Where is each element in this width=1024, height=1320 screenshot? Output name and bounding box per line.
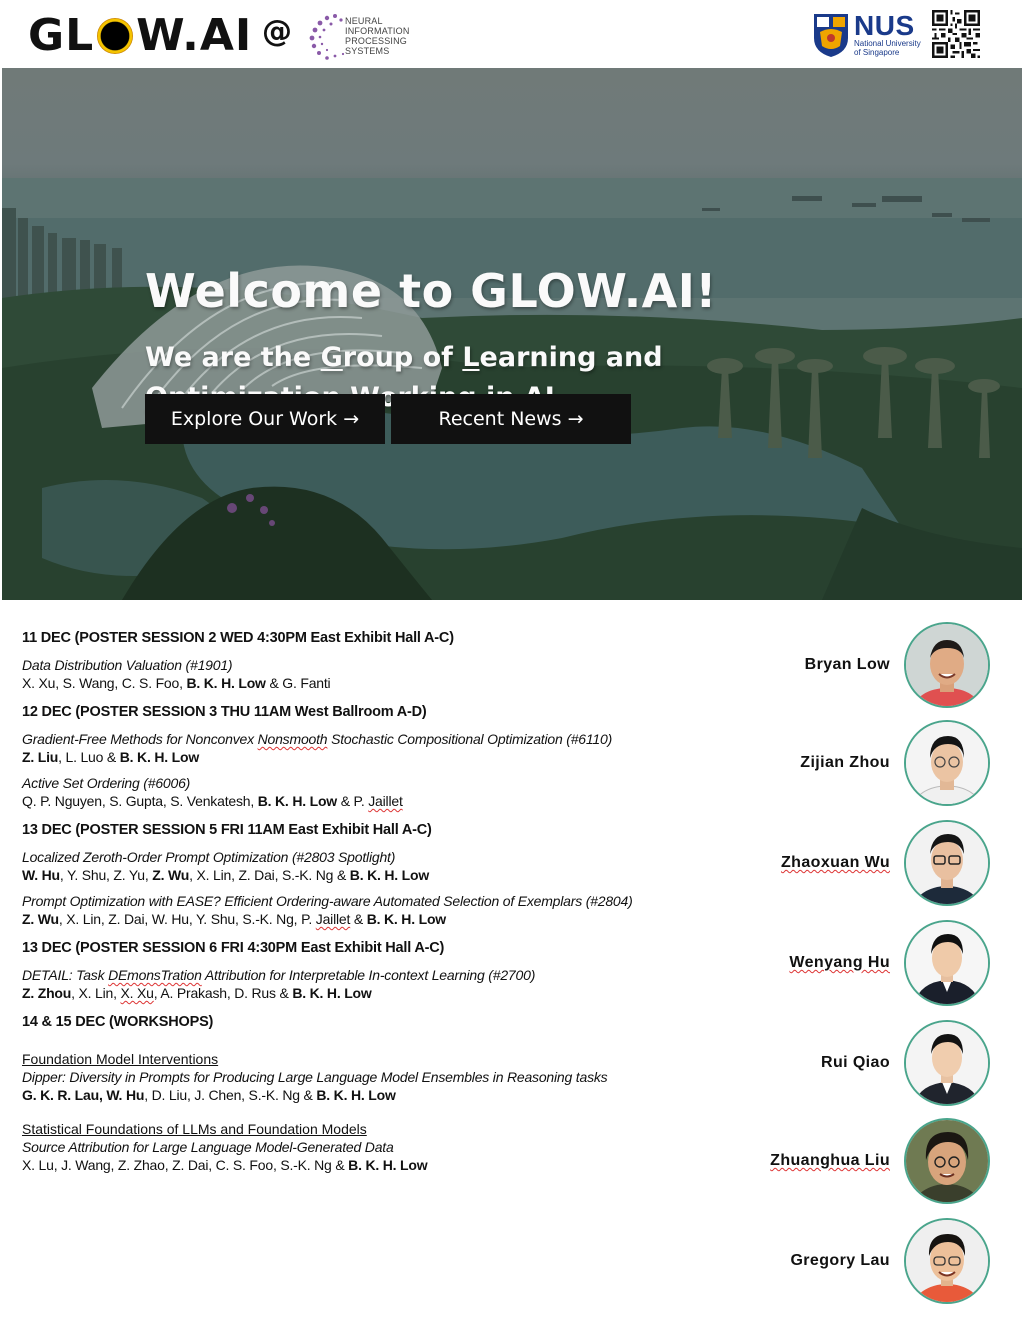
session-header: 13 DEC (POSTER SESSION 6 FRI 4:30PM East Exhibit Hall A-C)	[22, 940, 445, 956]
hero-background-image	[2, 68, 1022, 600]
paper-authors: X. Xu, S. Wang, C. S. Foo, B. K. H. Low & G. Fanti	[22, 675, 331, 691]
paper-authors: W. Hu, Y. Shu, Z. Yu, Z. Wu, X. Lin, Z. Dai, S.-K. Ng & B. K. H. Low	[22, 867, 430, 883]
session-block	[22, 1012, 712, 1174]
hero-subtitle: We are the Group of Learning and	[145, 342, 663, 373]
paper-title: DETAIL: Task DEmonsTration Attribution for Interpretable In-context Learning (#2700)	[22, 967, 536, 983]
paper	[22, 774, 712, 810]
neurips-text: NEURAL INFORMATION PROCESSING SYSTEMS	[345, 16, 410, 56]
person-name-text: Rui Qiao	[821, 1054, 890, 1071]
hero-banner	[2, 68, 1022, 600]
logo-text-right: W.AI	[136, 10, 253, 61]
at-sign: @	[262, 14, 292, 49]
paper-title: Gradient-Free Methods for Nonconvex Nonsmooth Stochastic Compositional Optimization (#6110)	[22, 731, 613, 747]
person-name	[821, 1054, 890, 1072]
paper	[22, 892, 712, 928]
person-name: Zijian Zhou	[800, 754, 890, 771]
paper	[22, 656, 712, 692]
paper-title: Localized Zeroth-Order Prompt Optimization (#2803 Spotlight)	[22, 849, 396, 865]
eclipse-icon	[97, 18, 133, 54]
recent-news-button[interactable]: Recent News →	[391, 394, 631, 444]
nus-logo: NUS National University of Singapore	[812, 10, 922, 60]
person-rui-qiao	[700, 1020, 1000, 1106]
session-block	[22, 820, 712, 928]
poster-sessions	[22, 628, 712, 1184]
session-block	[22, 938, 712, 1002]
hero-title: Welcome to GLOW.AI!	[145, 264, 717, 318]
glow-ai-logo	[28, 8, 252, 64]
avatar	[904, 820, 990, 906]
neurips-logo	[305, 8, 445, 64]
person-name: Wenyang Hu	[789, 954, 890, 971]
avatar	[904, 1118, 990, 1204]
session-header: 11 DEC (POSTER SESSION 2 WED 4:30PM East Exhibit Hall A-C)	[22, 630, 454, 646]
person-name: Zhuanghua Liu	[770, 1152, 890, 1169]
session-block	[22, 628, 712, 692]
paper-title: Prompt Optimization with EASE? Efficient Ordering-aware Automated Selection of Exemplars (#2804)	[22, 893, 633, 909]
avatar	[904, 720, 990, 806]
logo-text-left: GL	[28, 10, 95, 61]
page-header	[0, 0, 1024, 68]
paper-authors: Z. Zhou, X. Lin, X. Xu, A. Prakash, D. Rus & B. K. H. Low	[22, 985, 372, 1001]
paper-authors: Z. Wu, X. Lin, Z. Dai, W. Hu, Y. Shu, S.-K. Ng, P. Jaillet & B. K. H. Low	[22, 911, 446, 927]
workshop-name[interactable]: Foundation Model Interventions	[22, 1051, 219, 1067]
workshop-paper	[22, 1120, 712, 1174]
person-name: Zhaoxuan Wu	[781, 854, 890, 871]
paper-authors: Q. P. Nguyen, S. Gupta, S. Venkatesh, B. K. H. Low & P. Jaillet	[22, 793, 403, 809]
session-block	[22, 702, 712, 810]
person-zhaoxuan-wu	[700, 820, 1000, 906]
paper	[22, 730, 712, 766]
paper-title: Data Distribution Valuation (#1901)	[22, 657, 233, 673]
avatar	[904, 920, 990, 1006]
paper-title: Source Attribution for Large Language Model-Generated Data	[22, 1139, 394, 1155]
explore-our-work-button[interactable]: Explore Our Work →	[145, 394, 385, 444]
workshop-paper	[22, 1050, 712, 1104]
person-zhuanghua-liu	[700, 1118, 1000, 1204]
person-bryan-low	[700, 622, 1000, 708]
avatar	[904, 622, 990, 708]
nus-title: NUS	[854, 10, 915, 41]
person-zijian-zhou	[700, 720, 1000, 806]
paper-title: Active Set Ordering (#6006)	[22, 775, 191, 791]
avatar	[904, 1020, 990, 1106]
session-header: 14 & 15 DEC (WORKSHOPS)	[22, 1014, 214, 1030]
nus-crest-icon	[812, 12, 850, 58]
person-name: Gregory Lau	[790, 1252, 890, 1269]
session-header: 13 DEC (POSTER SESSION 5 FRI 11AM East Exhibit Hall A-C)	[22, 822, 432, 838]
avatar	[904, 1218, 990, 1304]
person-wenyang-hu	[700, 920, 1000, 1006]
person-name: Bryan Low	[804, 656, 890, 673]
paper-authors: X. Lu, J. Wang, Z. Zhao, Z. Dai, C. S. Foo, S.-K. Ng & B. K. H. Low	[22, 1157, 428, 1173]
person-gregory-lau	[700, 1218, 1000, 1304]
paper	[22, 848, 712, 884]
paper	[22, 966, 712, 1002]
session-header: 12 DEC (POSTER SESSION 3 THU 11AM West Ballroom A-D)	[22, 704, 427, 720]
paper-title: Dipper: Diversity in Prompts for Producing Large Language Model Ensembles in Reasoning tasks	[22, 1069, 608, 1085]
workshop-name[interactable]: Statistical Foundations of LLMs and Foundation Models	[22, 1121, 367, 1137]
qr-code-icon[interactable]	[932, 10, 980, 58]
paper-authors: Z. Liu, L. Luo & B. K. H. Low	[22, 749, 200, 765]
paper-authors: G. K. R. Lau, W. Hu, D. Liu, J. Chen, S.-K. Ng & B. K. H. Low	[22, 1087, 396, 1103]
